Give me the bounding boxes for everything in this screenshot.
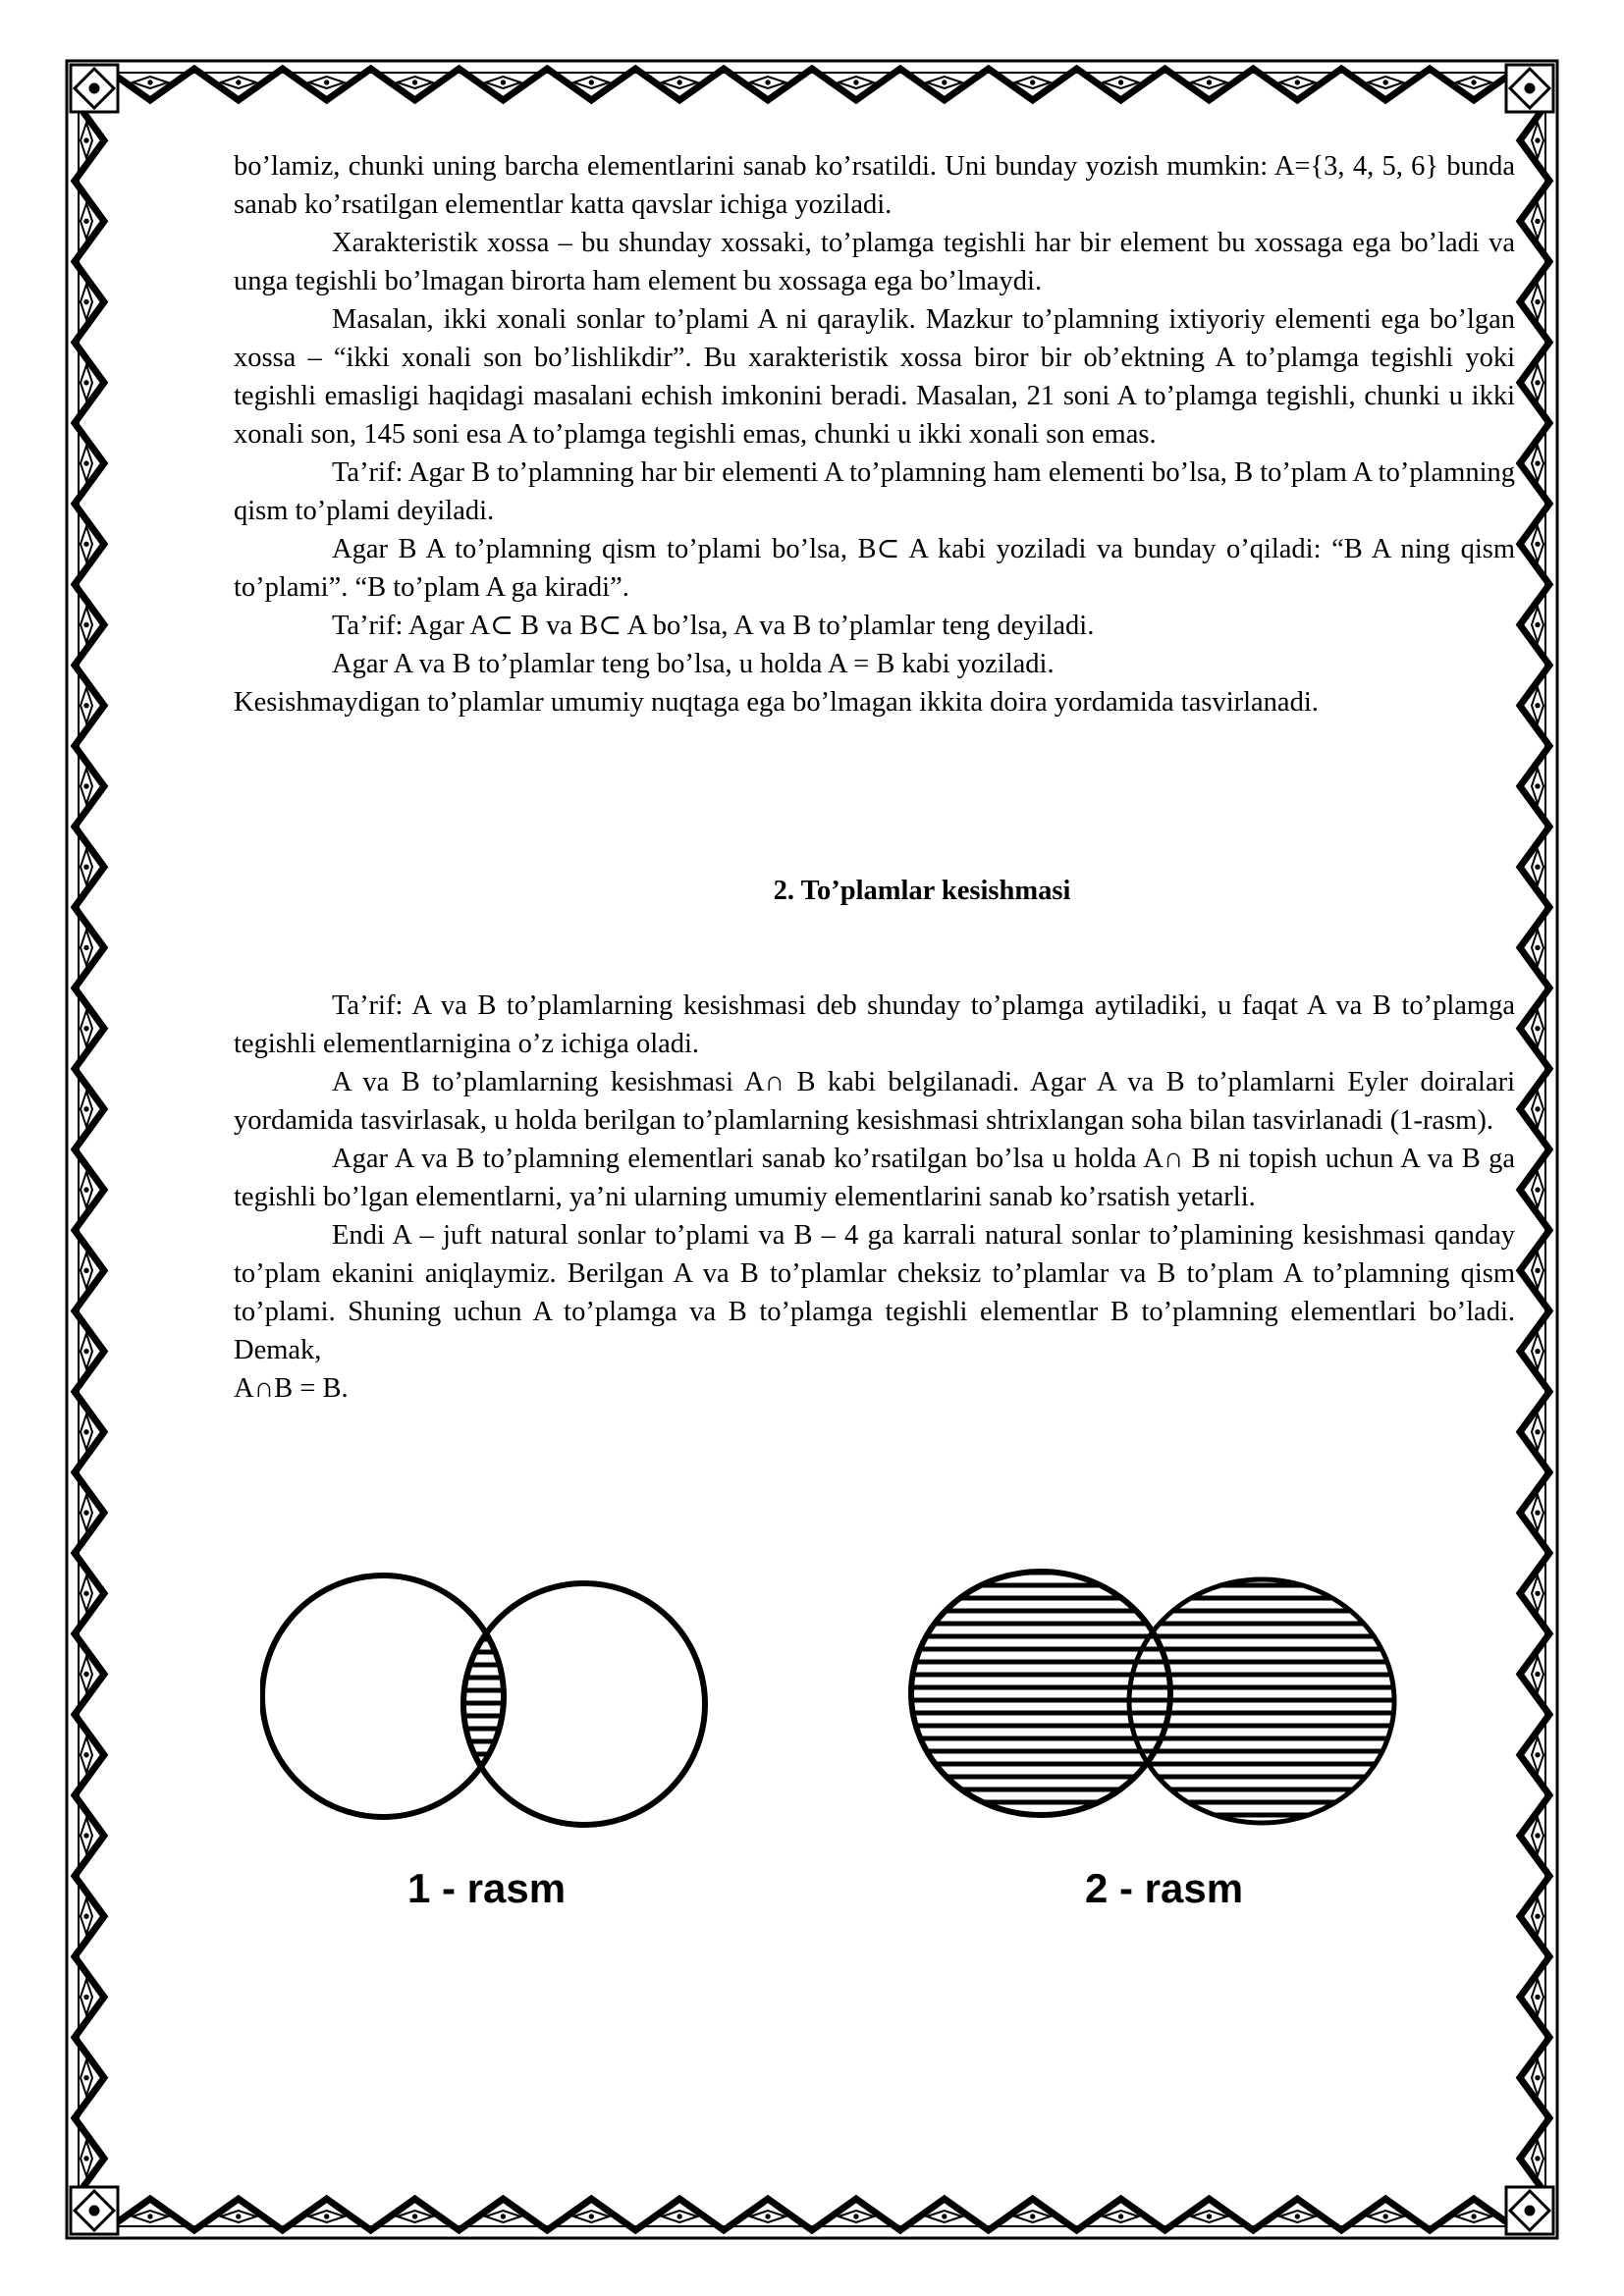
figure-caption-1: 1 - rasm [407, 1865, 567, 1911]
paragraph: Ta’rif: Agar B to’plamning har bir elementi A to’plamning ham elementi bo’lsa, B to’plam A to’plamning qism to’plami deyiladi. [234, 457, 1515, 526]
formula-line: A∩B = B. [234, 1373, 349, 1404]
paragraph: Agar A va B to’plamlar teng bo’lsa, u holda A = B kabi yoziladi. [332, 649, 1055, 679]
paragraph: Endi A – juft natural sonlar to’plami va B – 4 ga karrali natural sonlar to’plamining kesishmasi qanday to’plam ekanini aniqlaymiz. Berilgan A va B to’plamlar cheksiz to’plamlar va B to’plam A to’plamning qism to’plami. Shuning uchun A to’plamga va B to’plamga tegishli elementlar B to’plamning elementlari bo’ladi. Demak, [234, 1220, 1515, 1365]
venn-diagram-intersection [260, 1559, 751, 1843]
paragraph: A va B to’plamlarning kesishmasi A∩ B kabi belgilanadi. Agar A va B to’plamlarni Eyler doiralari yordamida tasvirlasak, u holda berilgan to’plamlarning kesishmasi shtrixlangan soha bilan tasvirlanadi (1-rasm). [234, 1067, 1515, 1136]
venn-diagram-union [903, 1556, 1424, 1841]
paragraph: Agar A va B to’plamning elementlari sanab ko’rsatilgan bo’lsa u holda A∩ B ni topish uchun A va B ga tegishli bo’lgan elementlarni, ya’ni ularning umumiy elementlarini sanab ko’rsatish yetarli. [234, 1144, 1515, 1212]
paragraph: Ta’rif: Agar A⊂ B va B⊂ A bo’lsa, A va B to’plamlar teng deyiladi. [332, 611, 1095, 641]
paragraph: Kesishmaydigan to’plamlar umumiy nuqtaga ega bo’lmagan ikkita doira yordamida tasvirlanadi. [234, 687, 1319, 718]
bottom-text-block [234, 987, 1515, 1408]
paragraph: bo’lamiz, chunki uning barcha elementlarini sanab ko’rsatildi. Uni bunday yozish mumkin: A={3, 4, 5, 6} bunda sanab ko’rsatilgan elementlar katta qavslar ichiga yoziladi. [234, 151, 1515, 220]
paragraph: Ta’rif: A va B to’plamlarning kesishmasi deb shunday to’plamga aytiladiki, u faqat A va B to’plamga tegishli elementlarnigina o’z ichiga oladi. [234, 990, 1515, 1059]
set-a-circle [262, 1575, 504, 1817]
paragraph: Agar B A to’plamning qism to’plami bo’lsa, B⊂ A kabi yoziladi va bunday o’qiladi: “B A ning qism to’plami”. “B to’plam A ga kiradi”. [234, 534, 1515, 603]
section-heading: 2. To’plamlar kesishmasi [773, 876, 1071, 906]
top-text-block [234, 147, 1515, 721]
paragraph: Masalan, ikki xonali sonlar to’plami A ni qaraylik. Mazkur to’plamning ixtiyoriy elementi ega bo’lgan xossa – “ikki xonali son bo’lishlikdir”. Bu xarakteristik xossa biror bir ob’ektning A to’plamga tegishli yoki tegishli emasligi haqidagi masalani echish imkonini beradi. Masalan, 21 soni A to’plamga tegishli, chunki u ikki xonali son, 145 soni esa A to’plamga tegishli emas, chunki u ikki xonali son emas. [234, 304, 1515, 450]
figure-caption-2: 2 - rasm [1085, 1865, 1244, 1911]
paragraph: Xarakteristik xossa – bu shunday xossaki, to’plamga tegishli har bir element bu xossaga ega bo’ladi va unga tegishli bo’lmagan birorta ham element bu xossaga ega bo’lmaydi. [234, 228, 1515, 296]
